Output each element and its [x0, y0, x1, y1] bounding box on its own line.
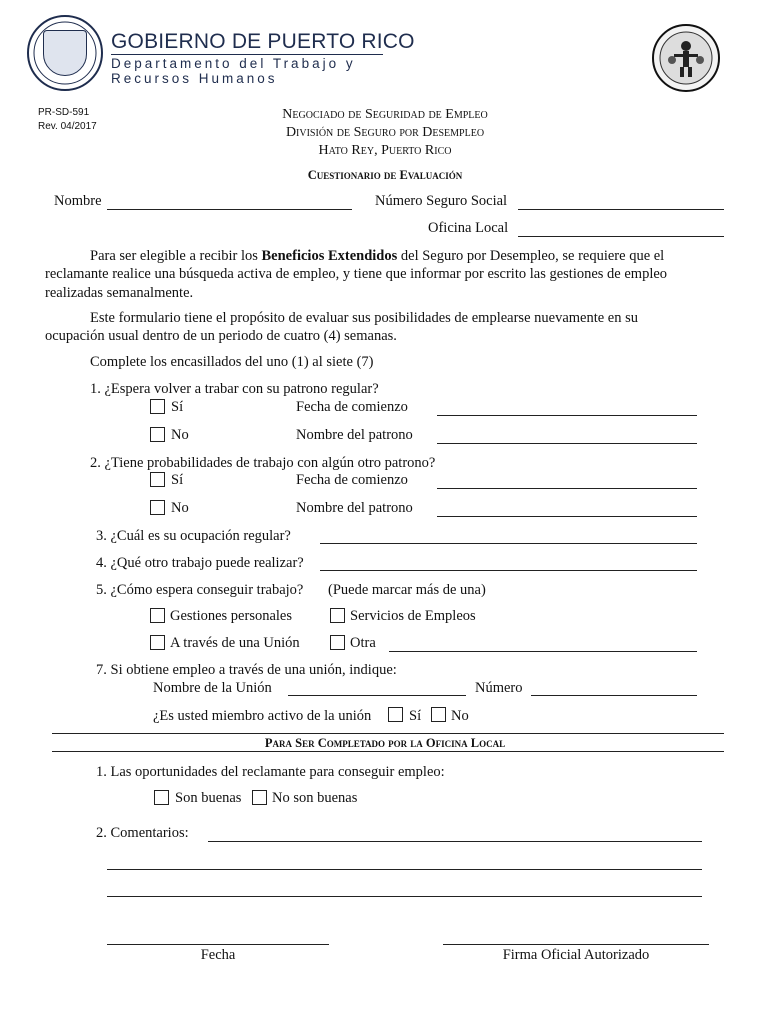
q7-member-yes-checkbox[interactable]	[388, 707, 403, 722]
q5-union-label: A través de una Unión	[170, 635, 300, 651]
ss-label: Número Seguro Social	[375, 193, 508, 209]
q5-personal-label: Gestiones personales	[170, 608, 293, 624]
question-4: 4. ¿Qué otro trabajo puede realizar?	[96, 555, 304, 571]
intro-text-start: Para ser elegible a recibir los	[90, 248, 262, 264]
header-rule	[111, 54, 383, 55]
q7-member-label: ¿Es usted miembro activo de la unión	[153, 708, 372, 724]
intro-paragraph-line-3: realizadas semanalmente.	[45, 285, 194, 301]
q5-hint: (Puede marcar más de una)	[328, 582, 486, 598]
q7-member-no-checkbox[interactable]	[431, 707, 446, 722]
comments-line-2[interactable]	[107, 869, 702, 870]
instructions-text: Complete los encasillados del uno (1) al siete (7)	[90, 354, 374, 370]
q5-employment-services-checkbox[interactable]	[330, 608, 345, 623]
revision-date: Rev. 04/2017	[38, 121, 97, 132]
q7-member-no-label: No	[451, 708, 469, 724]
q3-occupation-field[interactable]	[320, 543, 697, 544]
q1-yes-checkbox[interactable]	[150, 399, 165, 414]
department-logo	[652, 24, 720, 92]
q1-start-date-field[interactable]	[437, 415, 697, 416]
q1-employer-field[interactable]	[437, 443, 697, 444]
q2-start-date-label: Fecha de comienzo	[296, 472, 408, 488]
q7-member-yes-label: Sí	[409, 708, 422, 724]
section-rule-top	[52, 733, 724, 734]
q7-number-label: Número	[475, 680, 523, 696]
seal-ring-icon	[29, 17, 101, 89]
office-question-1: 1. Las oportunidades del reclamante para conseguir empleo:	[96, 764, 445, 780]
office-line-2: División de Seguro por Desempleo	[285, 125, 485, 140]
form-title: Cuestionario de Evaluación	[307, 168, 463, 182]
office-line-1: Negociado de Seguridad de Empleo	[282, 107, 488, 122]
department-line-2: Recursos Humanos	[111, 71, 278, 86]
question-1: 1. ¿Espera volver a trabar con su patrono regular?	[90, 381, 379, 397]
q1-start-date-label: Fecha de comienzo	[296, 399, 408, 415]
section-rule-bottom	[52, 751, 724, 752]
date-signature-line[interactable]	[107, 944, 329, 945]
intro-paragraph-line-1	[90, 248, 664, 265]
local-office-label: Oficina Local	[428, 220, 509, 236]
purpose-line-1: Este formulario tiene el propósito de evaluar sus posibilidades de emplearse nuevamente en su	[90, 310, 639, 326]
q5-union-checkbox[interactable]	[150, 635, 165, 650]
name-label: Nombre	[54, 193, 102, 209]
not-good-label: No son buenas	[272, 790, 358, 806]
question-3: 3. ¿Cuál es su ocupación regular?	[96, 528, 291, 544]
intro-paragraph-line-2: reclamante realice una búsqueda activa de empleo, y tiene que informar por escrito las gestiones de empleo	[45, 266, 668, 282]
not-good-checkbox[interactable]	[252, 790, 267, 805]
q2-yes-checkbox[interactable]	[150, 472, 165, 487]
form-code: PR-SD-591	[38, 107, 90, 118]
comments-label: 2. Comentarios:	[96, 825, 189, 841]
government-title: GOBIERNO DE PUERTO RICO	[111, 30, 415, 53]
q5-other-field[interactable]	[389, 651, 697, 652]
q7-union-name-label: Nombre de la Unión	[153, 680, 272, 696]
q5-other-label: Otra	[350, 635, 376, 651]
q2-no-label: No	[171, 500, 189, 516]
q1-no-label: No	[171, 427, 189, 443]
q2-start-date-field[interactable]	[437, 488, 697, 489]
q2-employer-field[interactable]	[437, 516, 697, 517]
name-field[interactable]	[107, 209, 352, 210]
official-signature-line[interactable]	[443, 944, 709, 945]
good-label: Son buenas	[175, 790, 242, 806]
q5-other-checkbox[interactable]	[330, 635, 345, 650]
puerto-rico-seal	[27, 15, 103, 91]
q5-personal-checkbox[interactable]	[150, 608, 165, 623]
q1-employer-label: Nombre del patrono	[296, 427, 413, 443]
local-office-field[interactable]	[518, 236, 724, 237]
question-7: 7. Si obtiene empleo a través de una unión, indique:	[96, 662, 397, 678]
q7-union-name-field[interactable]	[288, 695, 466, 696]
q4-other-work-field[interactable]	[320, 570, 697, 571]
q2-no-checkbox[interactable]	[150, 500, 165, 515]
q2-employer-label: Nombre del patrono	[296, 500, 413, 516]
workers-logo-icon	[654, 26, 718, 90]
question-5: 5. ¿Cómo espera conseguir trabajo?	[96, 582, 304, 598]
office-line-3: Hato Rey, Puerto Rico	[318, 143, 452, 158]
department-line-1: Departamento del Trabajo y	[111, 56, 356, 71]
q7-number-field[interactable]	[531, 695, 697, 696]
good-checkbox[interactable]	[154, 790, 169, 805]
signature-label: Firma Oficial Autorizado	[502, 947, 650, 963]
purpose-line-2: ocupación usual dentro de un periodo de cuatro (4) semanas.	[45, 328, 397, 344]
q5-employment-services-label: Servicios de Empleos	[350, 608, 476, 624]
comments-line-3[interactable]	[107, 896, 702, 897]
q1-yes-label: Sí	[171, 399, 184, 415]
ss-field[interactable]	[518, 209, 724, 210]
office-section-title: Para Ser Completado por la Oficina Local	[264, 736, 506, 750]
intro-text-end: del Seguro por Desempleo, se requiere que el	[397, 248, 665, 264]
comments-line-1[interactable]	[208, 841, 702, 842]
question-2: 2. ¿Tiene probabilidades de trabajo con algún otro patrono?	[90, 455, 436, 471]
date-label: Fecha	[200, 947, 236, 963]
q2-yes-label: Sí	[171, 472, 184, 488]
q1-no-checkbox[interactable]	[150, 427, 165, 442]
extended-benefits-text: Beneficios Extendidos	[261, 248, 398, 264]
